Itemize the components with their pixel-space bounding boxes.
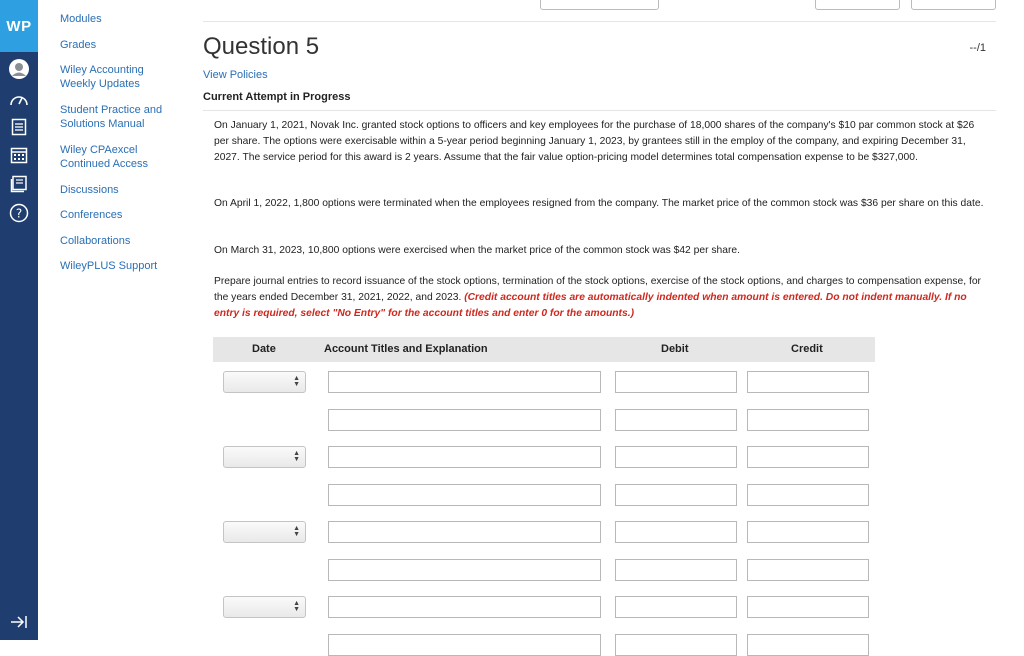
debit-input[interactable] xyxy=(615,409,737,431)
select-arrows-icon: ▲ ▼ xyxy=(293,525,300,538)
credit-input[interactable] xyxy=(747,596,869,618)
svg-text:?: ? xyxy=(15,206,23,221)
account-input[interactable] xyxy=(328,409,601,431)
problem-paragraph-1: On January 1, 2021, Novak Inc. granted stock options to officers and key employees for the purchase of 18,000 shares of the company's $10 par common stock at $26 per share. The options were exercisable within a 5-year period beginning January 1, 2023, by grantees still in the employ of the company, and expiring December 31, 2027. The service period for this award is 2 years. Assume that the fair value option-pricing model determines total compensation expense to be $327,000. xyxy=(214,120,975,163)
credit-input[interactable] xyxy=(747,446,869,468)
question-title: Question 5 xyxy=(203,33,320,60)
calendar-icon[interactable] xyxy=(8,144,30,166)
view-policies-link[interactable]: View Policies xyxy=(203,69,268,81)
date-select[interactable] xyxy=(223,596,306,618)
sidebar-item-cpaexcel[interactable]: Wiley CPAexcel Continued Access xyxy=(60,144,149,170)
account-input[interactable] xyxy=(328,521,601,543)
attempt-status: Current Attempt in Progress xyxy=(203,91,351,103)
select-arrows-icon: ▲ ▼ xyxy=(293,450,300,463)
assignment-icon[interactable] xyxy=(8,116,30,138)
credit-input[interactable] xyxy=(747,484,869,506)
wp-logo[interactable]: WP xyxy=(0,0,38,52)
debit-input[interactable] xyxy=(615,484,737,506)
instructions-text: Prepare journal entries to record issuance of the stock options, termination of the stock options, exercise of the stock options, and charges to compensation expense, for the years ended December 31, 2021, 2022, and 2023. xyxy=(214,276,981,303)
credit-input[interactable] xyxy=(747,409,869,431)
account-input[interactable] xyxy=(328,559,601,581)
sidebar-item-accounting-updates[interactable]: Wiley Accounting Weekly Updates xyxy=(60,64,144,90)
sidebar-item-grades[interactable]: Grades xyxy=(60,39,97,51)
header-debit: Debit xyxy=(661,343,689,355)
avatar-icon[interactable] xyxy=(8,58,30,80)
debit-input[interactable] xyxy=(615,371,737,393)
account-input[interactable] xyxy=(328,371,601,393)
global-nav-rail xyxy=(0,0,38,640)
dashboard-icon[interactable] xyxy=(8,89,30,111)
sidebar-item-discussions[interactable]: Discussions xyxy=(60,184,119,196)
sidebar-item-solutions-manual[interactable]: Student Practice and Solutions Manual xyxy=(60,104,163,130)
next-button[interactable] xyxy=(911,0,996,10)
attempt-divider xyxy=(203,110,996,111)
sidebar-item-conferences[interactable]: Conferences xyxy=(60,209,123,221)
debit-input[interactable] xyxy=(615,446,737,468)
header-date: Date xyxy=(252,343,276,355)
problem-paragraph-2: On April 1, 2022, 1,800 options were terminated when the employees resigned from the company. The market price of the common stock was $36 per share on this date. xyxy=(214,198,984,209)
sidebar-item-modules[interactable]: Modules xyxy=(60,13,102,25)
question-panel xyxy=(203,0,996,640)
instructions-note: (Credit account titles are automatically indented when amount is entered. Do not indent manually. If no entry is required, select "No Entry" for the account titles and enter 0 for the amounts.) xyxy=(214,292,967,319)
debit-input[interactable] xyxy=(615,559,737,581)
help-icon[interactable] xyxy=(8,202,30,224)
problem-paragraph-3: On March 31, 2023, 10,800 options were exercised when the market price of the common stock was $42 per share. xyxy=(214,245,740,256)
debit-input[interactable] xyxy=(615,596,737,618)
journal-table-header xyxy=(213,337,875,362)
select-arrows-icon: ▲ ▼ xyxy=(293,600,300,613)
account-input[interactable] xyxy=(328,634,601,656)
sidebar-item-wileyplus-support[interactable]: WileyPLUS Support xyxy=(60,260,158,272)
account-input[interactable] xyxy=(328,484,601,506)
credit-input[interactable] xyxy=(747,634,869,656)
debit-input[interactable] xyxy=(615,634,737,656)
top-divider xyxy=(203,21,996,22)
send-to-gradebook-button[interactable] xyxy=(540,0,659,10)
header-account: Account Titles and Explanation xyxy=(324,343,488,355)
credit-input[interactable] xyxy=(747,559,869,581)
credit-input[interactable] xyxy=(747,521,869,543)
header-credit: Credit xyxy=(791,343,823,355)
problem-instructions xyxy=(214,274,984,322)
expand-icon[interactable] xyxy=(8,611,30,633)
select-arrows-icon: ▲ ▼ xyxy=(293,375,300,388)
debit-input[interactable] xyxy=(615,521,737,543)
date-select[interactable] xyxy=(223,371,306,393)
account-input[interactable] xyxy=(328,446,601,468)
question-score: --/1 xyxy=(969,42,986,54)
gradebook-icon[interactable] xyxy=(8,173,30,195)
sidebar-item-collaborations[interactable]: Collaborations xyxy=(60,235,131,247)
date-select[interactable] xyxy=(223,446,306,468)
account-input[interactable] xyxy=(328,596,601,618)
date-select[interactable] xyxy=(223,521,306,543)
credit-input[interactable] xyxy=(747,371,869,393)
course-sidebar xyxy=(38,0,188,640)
prev-button[interactable] xyxy=(815,0,900,10)
